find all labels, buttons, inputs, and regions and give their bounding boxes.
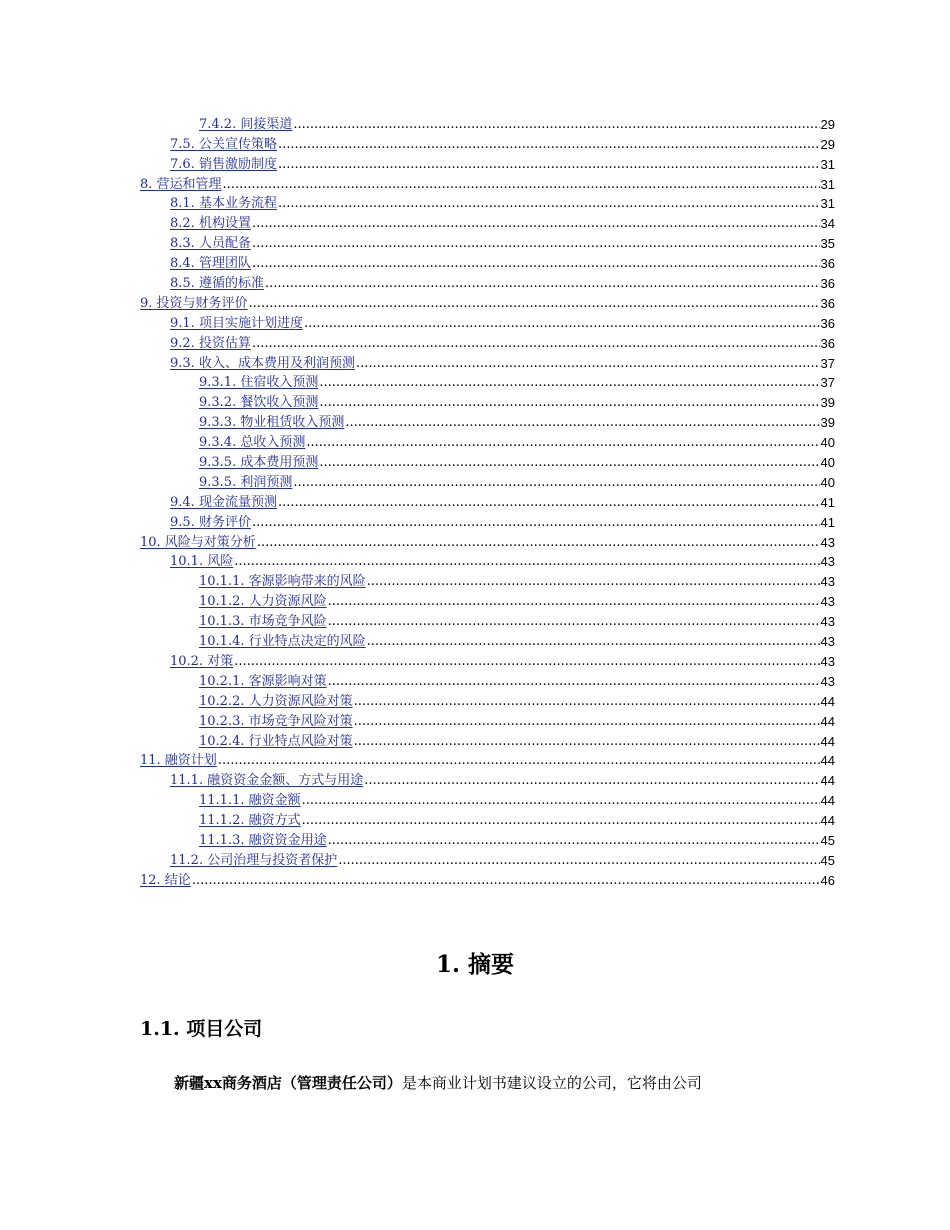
toc-entry-link[interactable]: 11.1.3. 融资资金用途	[199, 832, 327, 848]
toc-page-number: 36	[820, 256, 835, 272]
toc-entry[interactable]	[140, 431, 835, 451]
toc-dot-leader	[249, 296, 820, 312]
toc-page-number: 40	[820, 474, 835, 490]
toc-dot-leader	[278, 196, 820, 212]
toc-dot-leader	[304, 316, 820, 332]
company-name: 新疆xx商务酒店（管理责任公司）	[174, 1074, 402, 1092]
toc-entry-link[interactable]: 10.2.4. 行业特点风险对策	[199, 733, 353, 749]
toc-entry-link[interactable]: 9.3.5. 成本费用预测	[199, 455, 319, 471]
toc-dot-leader	[328, 833, 820, 849]
toc-entry[interactable]	[140, 471, 835, 491]
toc-entry[interactable]	[140, 570, 835, 590]
toc-entry-link[interactable]: 9.3.2. 餐饮收入预测	[199, 395, 319, 411]
toc-page-number: 44	[820, 813, 835, 829]
toc-entry-link[interactable]: 7.5. 公关宣传策略	[170, 136, 277, 152]
toc-dot-leader	[293, 117, 819, 133]
toc-entry[interactable]	[140, 212, 835, 232]
toc-entry[interactable]	[140, 411, 835, 431]
toc-entry[interactable]	[140, 650, 835, 670]
toc-entry[interactable]	[140, 451, 835, 471]
toc-entry[interactable]	[140, 730, 835, 750]
toc-entry[interactable]	[140, 690, 835, 710]
toc-dot-leader	[252, 256, 820, 272]
toc-entry-link[interactable]: 10.1.1. 客源影响带来的风险	[199, 574, 366, 590]
toc-page-number: 40	[820, 435, 835, 451]
toc-page-number: 37	[820, 375, 835, 391]
toc-entry[interactable]	[140, 769, 835, 789]
toc-entry-link[interactable]: 9.3.1. 住宿收入预测	[199, 375, 319, 391]
toc-entry[interactable]	[140, 610, 835, 630]
toc-entry-link[interactable]: 10.1.4. 行业特点决定的风险	[199, 634, 366, 650]
toc-entry-link[interactable]: 9.3. 收入、成本费用及利润预测	[170, 355, 355, 371]
toc-page-number: 36	[820, 295, 835, 311]
toc-entry-link[interactable]: 8.1. 基本业务流程	[170, 196, 277, 212]
toc-page-number: 31	[820, 156, 835, 172]
toc-entry-link[interactable]: 9.3.5. 利润预测	[199, 474, 293, 490]
toc-page-number: 41	[820, 494, 835, 510]
toc-page-number: 36	[820, 335, 835, 351]
toc-entry-link[interactable]: 9.1. 项目实施计划进度	[170, 315, 303, 331]
toc-entry-link[interactable]: 7.4.2. 间接渠道	[199, 116, 293, 132]
toc-entry-link[interactable]: 8.4. 管理团队	[170, 256, 251, 272]
toc-entry[interactable]	[140, 153, 835, 173]
toc-page-number: 41	[820, 514, 835, 530]
toc-page-number: 44	[820, 773, 835, 789]
toc-entry-link[interactable]: 9. 投资与财务评价	[140, 295, 248, 311]
toc-entry-link[interactable]: 8. 营运和管理	[140, 176, 222, 192]
toc-dot-leader	[265, 276, 820, 292]
toc-dot-leader	[278, 137, 820, 153]
toc-entry[interactable]	[140, 710, 835, 730]
toc-entry[interactable]	[140, 491, 835, 511]
toc-dot-leader	[319, 375, 819, 391]
toc-entry-link[interactable]: 10.1.3. 市场竞争风险	[199, 614, 327, 630]
toc-dot-leader	[328, 594, 820, 610]
toc-page-number: 34	[820, 216, 835, 232]
toc-dot-leader	[223, 177, 820, 193]
toc-entry-link[interactable]: 11.1.1. 融资金额	[199, 793, 301, 809]
toc-entry[interactable]	[140, 113, 835, 133]
toc-entry-link[interactable]: 10.2.2. 人力资源风险对策	[199, 693, 353, 709]
toc-entry[interactable]	[140, 750, 835, 770]
toc-entry[interactable]	[140, 829, 835, 849]
toc-entry[interactable]	[140, 252, 835, 272]
toc-dot-leader	[319, 455, 819, 471]
toc-entry-link[interactable]: 8.3. 人员配备	[170, 236, 251, 252]
toc-dot-leader	[354, 714, 820, 730]
toc-entry[interactable]	[140, 272, 835, 292]
toc-dot-leader	[367, 574, 820, 590]
toc-entry[interactable]	[140, 391, 835, 411]
toc-entry[interactable]	[140, 869, 835, 889]
toc-entry-link[interactable]: 10.2.1. 客源影响对策	[199, 673, 327, 689]
toc-page-number: 45	[820, 852, 835, 868]
toc-entry[interactable]	[140, 232, 835, 252]
sub-heading: 1.1. 项目公司	[140, 1018, 263, 1040]
toc-dot-leader	[257, 535, 820, 551]
toc-page-number: 36	[820, 276, 835, 292]
toc-dot-leader	[328, 674, 820, 690]
toc-entry-link[interactable]: 10.1.2. 人力资源风险	[199, 594, 327, 610]
toc-entry-link[interactable]: 9.3.3. 物业租赁收入预测	[199, 415, 345, 431]
toc-entry[interactable]	[140, 630, 835, 650]
toc-dot-leader	[319, 395, 819, 411]
toc-entry-link[interactable]: 11.2. 公司治理与投资者保护	[170, 852, 338, 868]
toc-page-number: 44	[820, 713, 835, 729]
toc-entry-link[interactable]: 10.1. 风险	[170, 554, 234, 570]
toc-entry-link[interactable]: 9.2. 投资估算	[170, 335, 251, 351]
toc-dot-leader	[278, 157, 820, 173]
toc-dot-leader	[252, 216, 820, 232]
toc-entry[interactable]	[140, 789, 835, 809]
toc-page-number: 29	[820, 116, 835, 132]
toc-entry[interactable]	[140, 332, 835, 352]
toc-dot-leader	[356, 356, 820, 372]
toc-page-number: 39	[820, 415, 835, 431]
toc-entry-link[interactable]: 9.3.4. 总收入预测	[199, 435, 306, 451]
toc-dot-leader	[364, 773, 819, 789]
paragraph-text: 是本商业计划书建议设立的公司，它将由公司	[401, 1074, 702, 1092]
toc-dot-leader	[234, 654, 819, 670]
toc-entry-link[interactable]: 10.2. 对策	[170, 653, 234, 669]
toc-entry-link[interactable]: 10. 风险与对策分析	[140, 534, 256, 550]
toc-page-number: 44	[820, 693, 835, 709]
toc-page-number: 29	[820, 136, 835, 152]
toc-page-number: 40	[820, 455, 835, 471]
toc-entry[interactable]	[140, 531, 835, 551]
toc-page-number: 44	[820, 753, 835, 769]
toc-page-number: 44	[820, 733, 835, 749]
toc-dot-leader	[218, 753, 820, 769]
toc-page-number: 35	[820, 236, 835, 252]
toc-dot-leader	[252, 336, 820, 352]
toc-dot-leader	[338, 853, 819, 869]
toc-entry[interactable]	[140, 292, 835, 312]
toc-entry[interactable]	[140, 670, 835, 690]
toc-page-number: 46	[820, 872, 835, 888]
toc-entry-link[interactable]: 8.5. 遵循的标准	[170, 276, 264, 292]
toc-dot-leader	[192, 873, 820, 889]
toc-entry[interactable]	[140, 173, 835, 193]
toc-dot-leader	[234, 554, 819, 570]
toc-dot-leader	[293, 475, 819, 491]
toc-page-number: 43	[820, 634, 835, 650]
toc-dot-leader	[328, 614, 820, 630]
toc-entry[interactable]	[140, 551, 835, 571]
toc-dot-leader	[367, 634, 820, 650]
toc-dot-leader	[302, 793, 820, 809]
toc-page-number: 45	[820, 832, 835, 848]
toc-page-number: 43	[820, 653, 835, 669]
toc-entry-link[interactable]: 12. 结论	[140, 872, 191, 888]
toc-entry[interactable]	[140, 849, 835, 869]
toc-entry[interactable]	[140, 193, 835, 213]
toc-entry[interactable]	[140, 372, 835, 392]
table-of-contents	[140, 113, 835, 889]
toc-dot-leader	[354, 734, 820, 750]
toc-entry-link[interactable]: 11.1.2. 融资方式	[199, 813, 301, 829]
toc-dot-leader	[252, 515, 820, 531]
toc-entry[interactable]	[140, 133, 835, 153]
toc-dot-leader	[345, 415, 819, 431]
toc-entry[interactable]	[140, 590, 835, 610]
toc-page-number: 31	[820, 196, 835, 212]
toc-entry-link[interactable]: 11.1. 融资资金金额、方式与用途	[170, 773, 364, 789]
toc-entry-link[interactable]: 8.2. 机构设置	[170, 216, 251, 232]
toc-page-number: 43	[820, 534, 835, 550]
toc-dot-leader	[302, 813, 820, 829]
toc-dot-leader	[306, 435, 819, 451]
toc-page-number: 43	[820, 594, 835, 610]
toc-entry[interactable]	[140, 352, 835, 372]
toc-page-number: 43	[820, 554, 835, 570]
toc-entry-link[interactable]: 11. 融资计划	[140, 753, 217, 769]
toc-page-number: 37	[820, 355, 835, 371]
toc-page-number: 43	[820, 673, 835, 689]
toc-dot-leader	[354, 694, 820, 710]
body-paragraph	[174, 1072, 702, 1093]
section-heading: 1. 摘要	[435, 951, 515, 978]
toc-page-number: 43	[820, 574, 835, 590]
toc-page-number: 39	[820, 395, 835, 411]
toc-entry[interactable]	[140, 511, 835, 531]
toc-entry[interactable]	[140, 809, 835, 829]
toc-dot-leader	[278, 495, 820, 511]
toc-page-number: 44	[820, 793, 835, 809]
toc-entry-link[interactable]: 7.6. 销售激励制度	[170, 156, 277, 172]
toc-entry-link[interactable]: 9.4. 现金流量预测	[170, 494, 277, 510]
toc-entry-link[interactable]: 9.5. 财务评价	[170, 514, 251, 530]
toc-page-number: 43	[820, 614, 835, 630]
toc-page-number: 36	[820, 315, 835, 331]
toc-entry-link[interactable]: 10.2.3. 市场竞争风险对策	[199, 713, 353, 729]
toc-entry[interactable]	[140, 312, 835, 332]
toc-dot-leader	[252, 236, 820, 252]
toc-page-number: 31	[820, 176, 835, 192]
